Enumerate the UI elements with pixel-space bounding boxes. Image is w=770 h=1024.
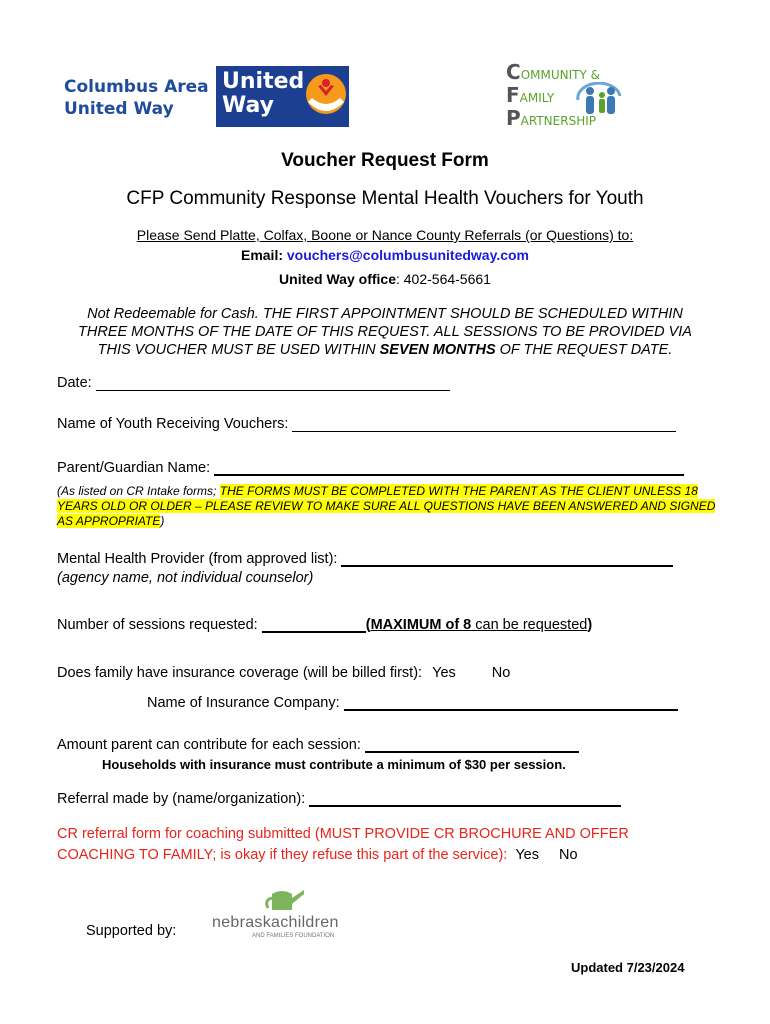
provider-input-line[interactable] bbox=[341, 551, 673, 567]
insurance-minimum-note: Households with insurance must contribute a minimum of $30 per session. bbox=[102, 757, 566, 772]
community-family-partnership-logo bbox=[506, 62, 600, 131]
guardian-name-field bbox=[57, 460, 684, 476]
notice-line-1: Not Redeemable for Cash. THE FIRST APPOINTMENT SHOULD BE SCHEDULED WITHIN bbox=[87, 306, 683, 322]
referral-input-line[interactable] bbox=[309, 791, 621, 807]
provider-field bbox=[57, 551, 673, 567]
sessions-max-open: ( bbox=[365, 617, 371, 633]
guardian-name-input-line[interactable] bbox=[214, 460, 684, 476]
cfp-initial-f: F bbox=[506, 83, 520, 107]
contribution-label: Amount parent can contribute for each session: bbox=[57, 737, 361, 753]
columbus-area-united-way-logo bbox=[64, 76, 209, 120]
coaching-yes-option[interactable]: Yes bbox=[515, 847, 539, 863]
email-label: Email: bbox=[240, 247, 283, 263]
insurance-no-option[interactable]: No bbox=[491, 665, 511, 681]
united-way-word-2: Way bbox=[222, 93, 274, 118]
provider-label: Mental Health Provider (from approved list): bbox=[57, 551, 338, 567]
united-way-wordmark bbox=[222, 70, 304, 118]
office-label: United Way office bbox=[279, 271, 396, 287]
send-referrals-text: Please Send Platte, Colfax, Boone or Nance County Referrals (or Questions) to: bbox=[136, 227, 634, 243]
sessions-max-close: ) bbox=[587, 617, 593, 633]
logo-line-2: United Way bbox=[64, 99, 174, 119]
intake-note-highlight: THE FORMS MUST BE COMPLETED WITH THE PARENT AS THE CLIENT UNLESS 18 YEARS OLD OR OLDER – PLEASE REVIEW TO MAKE SURE ALL QUESTIONS HAVE BEEN ANSWERED AND SIGNED AS APPROPRIATE bbox=[57, 484, 716, 528]
nebraska-children-wordmark: nebraskachildren bbox=[212, 914, 339, 931]
date-field bbox=[57, 375, 450, 391]
insurance-company-input-line[interactable] bbox=[344, 695, 678, 711]
notice-line-3-end: OF THE REQUEST DATE. bbox=[495, 342, 673, 358]
contribution-field bbox=[57, 737, 579, 753]
nebraska-children-tagline: AND FAMILIES FOUNDATION bbox=[252, 933, 335, 939]
watering-can-icon bbox=[262, 886, 306, 914]
form-subtitle: CFP Community Response Mental Health Vouchers for Youth bbox=[126, 188, 644, 209]
united-way-hand-icon bbox=[304, 72, 348, 116]
coaching-question bbox=[57, 824, 629, 866]
contribution-input-line[interactable] bbox=[365, 737, 579, 753]
sessions-label: Number of sessions requested: bbox=[57, 617, 258, 633]
office-phone: : 402-564-5661 bbox=[395, 271, 491, 287]
office-line bbox=[0, 271, 770, 287]
date-label: Date: bbox=[57, 375, 92, 391]
intake-note-end: ) bbox=[160, 514, 165, 528]
coaching-no-option[interactable]: No bbox=[558, 847, 578, 863]
updated-date: Updated 7/23/2024 bbox=[571, 960, 685, 975]
cfp-word-community: OMMUNITY & bbox=[520, 68, 600, 82]
coaching-line-2: COACHING TO FAMILY; is okay if they refuse this part of the service): bbox=[57, 847, 508, 863]
insurance-question bbox=[57, 665, 510, 681]
youth-name-input-line[interactable] bbox=[292, 417, 676, 432]
notice-line-2: THREE MONTHS OF THE DATE OF THIS REQUEST. ALL SESSIONS TO BE PROVIDED VIA bbox=[78, 324, 692, 340]
notice-emphasis: SEVEN MONTHS bbox=[379, 342, 496, 358]
cfp-word-family: AMILY bbox=[519, 91, 555, 105]
supported-by-label: Supported by: bbox=[86, 923, 177, 939]
youth-name-label: Name of Youth Receiving Vouchers: bbox=[57, 416, 289, 432]
logo-line-1: Columbus Area bbox=[64, 77, 209, 97]
intake-note-start: (As listed on CR Intake forms; bbox=[57, 484, 220, 498]
cfp-word-partnership: ARTNERSHIP bbox=[520, 114, 596, 128]
insurance-question-label: Does family have insurance coverage (will be billed first): bbox=[57, 665, 423, 681]
notice-line-3 bbox=[0, 341, 770, 359]
united-way-logo bbox=[216, 66, 349, 127]
redemption-notice bbox=[0, 305, 770, 359]
family-figures-icon bbox=[576, 82, 622, 116]
sessions-field bbox=[57, 617, 592, 633]
cfp-initial-p: P bbox=[506, 106, 521, 130]
email-line bbox=[0, 247, 770, 263]
united-way-word-1: United bbox=[222, 69, 305, 94]
coaching-line-1: CR referral form for coaching submitted (MUST PROVIDE CR BROCHURE AND OFFER bbox=[57, 826, 629, 842]
sessions-max-text: can be requested bbox=[471, 617, 588, 633]
insurance-yes-option[interactable]: Yes bbox=[432, 665, 456, 681]
provider-note: (agency name, not individual counselor) bbox=[57, 570, 314, 586]
referral-field bbox=[57, 791, 621, 807]
date-input-line[interactable] bbox=[96, 376, 450, 391]
guardian-name-label: Parent/Guardian Name: bbox=[57, 460, 211, 476]
youth-name-field bbox=[57, 416, 676, 432]
intake-note bbox=[57, 484, 717, 529]
sessions-input-line[interactable] bbox=[262, 617, 366, 633]
notice-line-3-start: THIS VOUCHER MUST BE USED WITHIN bbox=[97, 342, 380, 358]
sessions-max-emphasis: MAXIMUM of 8 bbox=[370, 617, 472, 633]
cfp-initial-c: C bbox=[506, 60, 521, 84]
referral-label: Referral made by (name/organization): bbox=[57, 791, 306, 807]
insurance-company-field bbox=[147, 695, 678, 711]
email-link[interactable]: vouchers@columbusunitedway.com bbox=[286, 247, 529, 263]
form-title: Voucher Request Form bbox=[281, 150, 489, 171]
insurance-company-label: Name of Insurance Company: bbox=[147, 695, 340, 711]
